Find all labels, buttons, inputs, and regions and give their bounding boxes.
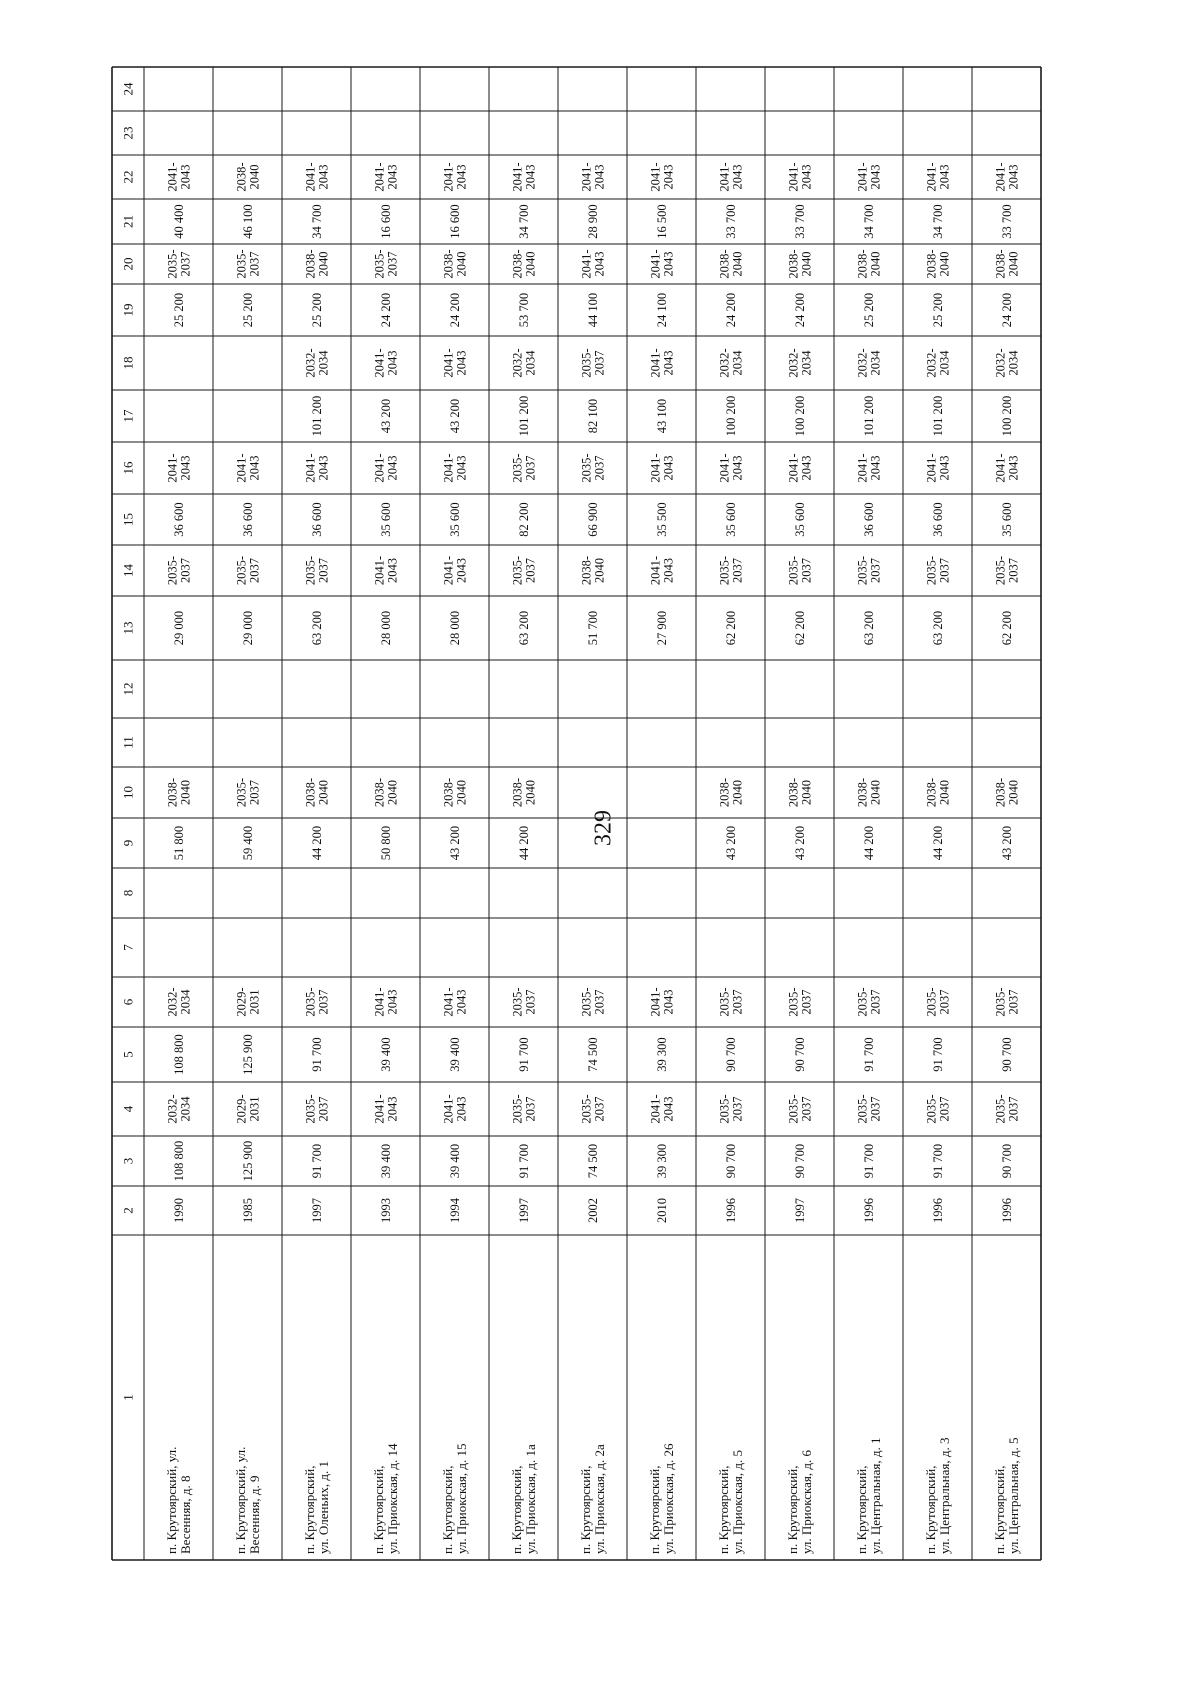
column-number: 24	[120, 82, 136, 96]
table-cell: 2038-2040	[441, 249, 469, 279]
table-cell: 100 200	[723, 395, 738, 437]
table-cell: 1985	[240, 1198, 255, 1223]
table-cell: 36 600	[240, 502, 255, 537]
table-cell: 90 700	[792, 1037, 807, 1072]
table-cell: 100 200	[792, 395, 807, 437]
table-cell: 16 600	[378, 204, 393, 239]
table-cell: 1997	[792, 1198, 807, 1223]
table-cell: 35 600	[378, 502, 393, 537]
table-cell: 1997	[309, 1198, 324, 1223]
table-cell: 36 600	[309, 502, 324, 537]
table-cell: 1996	[723, 1198, 738, 1223]
table-cell: 91 700	[861, 1037, 876, 1072]
table-cell: 2035-2037	[372, 249, 400, 279]
table-cell: 2038-2040	[855, 249, 883, 279]
table-cell: 43 200	[792, 825, 807, 861]
table-cell: 2035-2037	[303, 1094, 331, 1124]
table-cell: 2035-2037	[165, 249, 193, 279]
table-cell: 2041-2043	[441, 453, 469, 483]
column-number: 3	[120, 1157, 136, 1165]
table-cell: 2041-2043	[648, 1094, 676, 1124]
address-cell: п. Крутоярский,ул. Центральная, д. 5	[992, 1437, 1021, 1554]
table-cell: 74 500	[585, 1143, 600, 1179]
table-cell: 2038-2040	[510, 777, 538, 808]
table-cell: 2038-2040	[993, 777, 1021, 808]
table-cell: 2035-2037	[855, 555, 883, 586]
table-cell: 101 200	[516, 395, 531, 437]
table-cell: 2041-2043	[855, 162, 883, 192]
address-cell: п. Крутоярский,ул. Приокская, д. 26	[647, 1443, 676, 1554]
table-cell: 101 200	[930, 395, 945, 437]
table-grid	[112, 67, 1041, 1560]
table-cell: 33 700	[792, 204, 807, 239]
table-cell: 1996	[930, 1198, 945, 1223]
table-cell: 2041-2043	[372, 453, 400, 483]
table-cell: 36 600	[171, 502, 186, 537]
table-cell: 40 400	[171, 204, 186, 239]
table-cell: 2035-2037	[786, 987, 814, 1017]
table-cell: 63 200	[516, 610, 531, 646]
column-number: 19	[120, 303, 136, 317]
table-cell: 2041-2043	[924, 162, 952, 192]
table-cell: 2041-2043	[648, 453, 676, 483]
address-cell: п. Крутоярский, ул.Весенняя, д. 9	[233, 1446, 262, 1554]
table-cell: 2041-2043	[303, 453, 331, 483]
table-cell: 2035-2037	[303, 987, 331, 1017]
table-cell: 2038-2040	[855, 777, 883, 808]
table-cell: 2035-2037	[510, 987, 538, 1017]
table-cell: 27 900	[654, 610, 669, 646]
table-cell: 34 700	[861, 204, 876, 239]
table-cell: 2032-2034	[924, 348, 952, 378]
address-cell: п. Крутоярский,ул. Приокская, д. 15	[440, 1443, 469, 1554]
table-cell: 53 700	[516, 292, 531, 328]
table-cell: 2038-2040	[303, 777, 331, 808]
table-cell: 125 900	[240, 1140, 255, 1182]
table-cell: 35 600	[723, 502, 738, 537]
table-cell: 2035-2037	[993, 1094, 1021, 1124]
table-cell: 2035-2037	[579, 987, 607, 1017]
table-cell: 2035-2037	[717, 1094, 745, 1124]
column-number: 12	[120, 682, 136, 696]
column-number: 21	[120, 215, 136, 228]
table-cell: 2029-2031	[234, 987, 262, 1017]
table-cell: 2035-2037	[510, 555, 538, 586]
table-cell: 24 200	[723, 292, 738, 328]
table-cell: 51 700	[585, 610, 600, 646]
table-cell: 39 300	[654, 1143, 669, 1179]
address-cell: п. Крутоярский, ул.Весенняя, д. 8	[164, 1446, 193, 1554]
table-cell: 62 200	[999, 610, 1014, 646]
table-cell: 2041-2043	[372, 555, 400, 586]
table-cell: 101 200	[861, 395, 876, 437]
column-number: 23	[120, 126, 136, 140]
table-cell: 2032-2034	[510, 348, 538, 378]
table-cell: 50 800	[378, 825, 393, 861]
table-cell: 2038-2040	[924, 249, 952, 279]
table-cell: 2041-2043	[648, 249, 676, 279]
table-cell: 63 200	[309, 610, 324, 646]
table-cell: 2041-2043	[717, 162, 745, 192]
table-cell: 35 600	[999, 502, 1014, 537]
table-cell: 90 700	[999, 1143, 1014, 1179]
table-cell: 34 700	[516, 204, 531, 239]
table-cell: 51 800	[171, 825, 186, 861]
table-cell: 59 400	[240, 825, 255, 861]
table-cell: 2032-2034	[855, 348, 883, 378]
table-cell: 91 700	[516, 1037, 531, 1072]
table-cell: 2041-2043	[441, 1094, 469, 1124]
column-number: 18	[120, 356, 136, 370]
table-cell: 90 700	[723, 1037, 738, 1072]
column-number: 13	[120, 621, 136, 635]
address-cell: п. Крутоярский,ул. Центральная, д. 3	[923, 1437, 952, 1554]
table-cell: 2002	[585, 1198, 600, 1223]
table-cell: 2035-2037	[717, 987, 745, 1017]
column-number: 17	[120, 409, 136, 423]
table-cell: 2035-2037	[165, 555, 193, 586]
table-cell: 101 200	[309, 395, 324, 437]
table-cell: 36 600	[930, 502, 945, 537]
table-cell: 25 200	[930, 292, 945, 328]
column-number: 10	[120, 786, 136, 799]
table-cell: 2041-2043	[441, 987, 469, 1017]
table-cell: 2041-2043	[372, 162, 400, 192]
table-cell: 2035-2037	[924, 555, 952, 586]
table-cell: 2035-2037	[717, 555, 745, 586]
table-cell: 2038-2040	[993, 249, 1021, 279]
table-cell: 2038-2040	[579, 555, 607, 586]
table-cell: 63 200	[930, 610, 945, 646]
table-cell: 43 200	[378, 398, 393, 434]
table-cell: 33 700	[723, 204, 738, 239]
table-cell: 2038-2040	[372, 777, 400, 808]
table-cell: 62 200	[792, 610, 807, 646]
table-cell: 2035-2037	[924, 1094, 952, 1124]
column-number: 16	[120, 461, 136, 475]
column-number: 5	[120, 1051, 136, 1058]
table-cell: 2041-2043	[648, 987, 676, 1017]
table-cell: 90 700	[723, 1143, 738, 1179]
table-cell: 2041-2043	[786, 162, 814, 192]
table-cell: 91 700	[516, 1143, 531, 1179]
column-number: 11	[120, 736, 136, 749]
table-cell: 35 600	[447, 502, 462, 537]
table-cell: 39 300	[654, 1037, 669, 1072]
table-cell: 25 200	[240, 292, 255, 328]
table-cell: 108 800	[171, 1034, 186, 1075]
table-cell: 74 500	[585, 1037, 600, 1072]
table-cell: 2041-2043	[786, 453, 814, 483]
address-cell: п. Крутоярский,ул. Приокская, д. 2а	[578, 1444, 607, 1554]
table-cell: 2035-2037	[303, 555, 331, 586]
table-cell: 2041-2043	[510, 162, 538, 192]
table-cell: 46 100	[240, 204, 255, 239]
column-number: 6	[120, 998, 136, 1006]
column-number: 22	[120, 170, 136, 184]
table-cell: 36 600	[861, 502, 876, 537]
table-cell: 91 700	[930, 1037, 945, 1072]
column-number: 20	[120, 257, 136, 271]
table-cell: 2038-2040	[510, 249, 538, 279]
table-cell: 24 100	[654, 292, 669, 328]
column-number: 15	[120, 513, 136, 526]
table-cell: 2041-2043	[441, 348, 469, 378]
column-number: 2	[120, 1207, 136, 1214]
table-cell: 2038-2040	[234, 162, 262, 192]
table-cell: 24 200	[447, 292, 462, 328]
table-cell: 82 200	[516, 502, 531, 537]
table-cell: 44 200	[930, 825, 945, 861]
column-number: 7	[120, 944, 136, 951]
table-cell: 29 000	[171, 610, 186, 646]
table-cell: 91 700	[930, 1143, 945, 1179]
table-cell: 63 200	[861, 610, 876, 646]
table-cell: 2041-2043	[648, 162, 676, 192]
table-cell: 91 700	[309, 1037, 324, 1072]
table-cell: 2041-2043	[579, 162, 607, 192]
column-number: 4	[120, 1105, 136, 1113]
table-cell: 2041-2043	[648, 348, 676, 378]
table-cell: 2035-2037	[579, 348, 607, 378]
table-cell: 44 200	[861, 825, 876, 861]
table-cell: 24 200	[792, 292, 807, 328]
table-cell: 2038-2040	[303, 249, 331, 279]
table-cell: 100 200	[999, 395, 1014, 437]
table-cell: 33 700	[999, 204, 1014, 239]
table-cell: 90 700	[792, 1143, 807, 1179]
table-cell: 1996	[999, 1198, 1014, 1223]
table-cell: 2038-2040	[786, 249, 814, 279]
table-cell: 2032-2034	[165, 987, 193, 1017]
table-cell: 24 200	[999, 292, 1014, 328]
table-cell: 39 400	[378, 1037, 393, 1072]
column-number: 14	[120, 564, 136, 577]
table-cell: 2032-2034	[303, 348, 331, 378]
table-cell: 2035-2037	[786, 1094, 814, 1124]
table-cell: 2035-2037	[924, 987, 952, 1017]
table-cell: 2041-2043	[648, 555, 676, 586]
table-cell: 44 200	[516, 825, 531, 861]
address-cell: п. Крутоярский,ул. Приокская, д. 1а	[509, 1444, 538, 1554]
table-cell: 43 100	[654, 398, 669, 434]
table-cell: 2041-2043	[924, 453, 952, 483]
table-cell: 2041-2043	[993, 453, 1021, 483]
table-cell: 125 900	[240, 1034, 255, 1075]
page-number: 329	[590, 810, 617, 846]
table-cell: 2010	[654, 1198, 669, 1223]
table-cell: 91 700	[309, 1143, 324, 1179]
table-cell: 66 900	[585, 502, 600, 537]
table-cell: 1994	[447, 1198, 462, 1223]
table-cell: 16 500	[654, 204, 669, 239]
table-cell: 2035-2037	[855, 1094, 883, 1124]
table-cell: 90 700	[999, 1037, 1014, 1072]
column-number: 8	[120, 889, 136, 897]
table-cell: 2041-2043	[993, 162, 1021, 192]
table-cell: 43 200	[447, 825, 462, 861]
table-cell: 2035-2037	[234, 249, 262, 279]
table-cell: 108 800	[171, 1140, 186, 1182]
table-cell: 2038-2040	[786, 777, 814, 808]
table-cell: 1996	[861, 1198, 876, 1223]
table-cell: 28 000	[447, 610, 462, 646]
table-cell: 2041-2043	[372, 987, 400, 1017]
table-cell: 2035-2037	[993, 555, 1021, 586]
address-cell: п. Крутоярский,ул. Приокская, д. 6	[785, 1449, 814, 1554]
table-cell: 91 700	[861, 1143, 876, 1179]
table-cell: 82 100	[585, 398, 600, 434]
table-cell: 2035-2037	[234, 555, 262, 586]
table-cell: 2041-2043	[441, 555, 469, 586]
table-cell: 44 200	[309, 825, 324, 861]
table-cell: 2029-2031	[234, 1094, 262, 1124]
table-cell: 39 400	[447, 1037, 462, 1072]
table-cell: 2041-2043	[855, 453, 883, 483]
table-cell: 34 700	[309, 204, 324, 239]
table-cell: 2035-2037	[510, 453, 538, 483]
table-cell: 24 200	[378, 292, 393, 328]
table-cell: 16 600	[447, 204, 462, 239]
table-cell: 44 100	[585, 292, 600, 328]
column-number: 1	[120, 1394, 136, 1401]
table-cell: 1990	[171, 1198, 186, 1223]
address-cell: п. Крутоярский,ул. Приокская, д. 14	[371, 1443, 400, 1554]
table-cell: 2032-2034	[786, 348, 814, 378]
table-cell: 2032-2034	[165, 1094, 193, 1124]
table-cell: 62 200	[723, 610, 738, 646]
table-cell: 29 000	[240, 610, 255, 646]
table-cell: 34 700	[930, 204, 945, 239]
table-cell: 2035-2037	[855, 987, 883, 1017]
table-cell: 2035-2037	[993, 987, 1021, 1017]
table-cell: 2041-2043	[165, 162, 193, 192]
table-cell: 2041-2043	[372, 1094, 400, 1124]
table-cell: 39 400	[378, 1143, 393, 1179]
table-cell: 2038-2040	[717, 777, 745, 808]
table-cell: 2035-2037	[510, 1094, 538, 1124]
address-cell: п. Крутоярский,ул. Оленьих, д. 1	[302, 1460, 331, 1554]
table-cell: 43 200	[447, 398, 462, 434]
table-cell: 43 200	[723, 825, 738, 861]
table-cell: 2035-2037	[579, 453, 607, 483]
table-cell: 2038-2040	[441, 777, 469, 808]
table-cell: 1993	[378, 1198, 393, 1223]
table-cell: 2035-2037	[234, 777, 262, 808]
table-cell: 2041-2043	[165, 453, 193, 483]
table-cell: 35 600	[792, 502, 807, 537]
table-cell: 28 000	[378, 610, 393, 646]
table-cell: 35 500	[654, 502, 669, 537]
table-cell: 2032-2034	[717, 348, 745, 378]
table-cell: 2035-2037	[786, 555, 814, 586]
table-cell: 39 400	[447, 1143, 462, 1179]
table-cell: 2038-2040	[924, 777, 952, 808]
address-cell: п. Крутоярский,ул. Центральная, д. 1	[854, 1437, 883, 1554]
table-cell: 2041-2043	[441, 162, 469, 192]
table-cell: 2041-2043	[234, 453, 262, 483]
table-cell: 2038-2040	[717, 249, 745, 279]
table-cell: 2032-2034	[993, 348, 1021, 378]
table-cell: 43 200	[999, 825, 1014, 861]
table-cell: 28 900	[585, 204, 600, 239]
table-cell: 25 200	[171, 292, 186, 328]
table-cell: 2035-2037	[579, 1094, 607, 1124]
table-cell: 1997	[516, 1198, 531, 1223]
address-cell: п. Крутоярский,ул. Приокская, д. 5	[716, 1449, 745, 1554]
table-cell: 2041-2043	[372, 348, 400, 378]
table-cell: 2041-2043	[717, 453, 745, 483]
table-cell: 25 200	[309, 292, 324, 328]
table-cell: 2041-2043	[303, 162, 331, 192]
table-cell: 2038-2040	[165, 777, 193, 808]
table-cell: 2041-2043	[579, 249, 607, 279]
column-number: 9	[120, 839, 136, 847]
table-cell: 25 200	[861, 292, 876, 328]
